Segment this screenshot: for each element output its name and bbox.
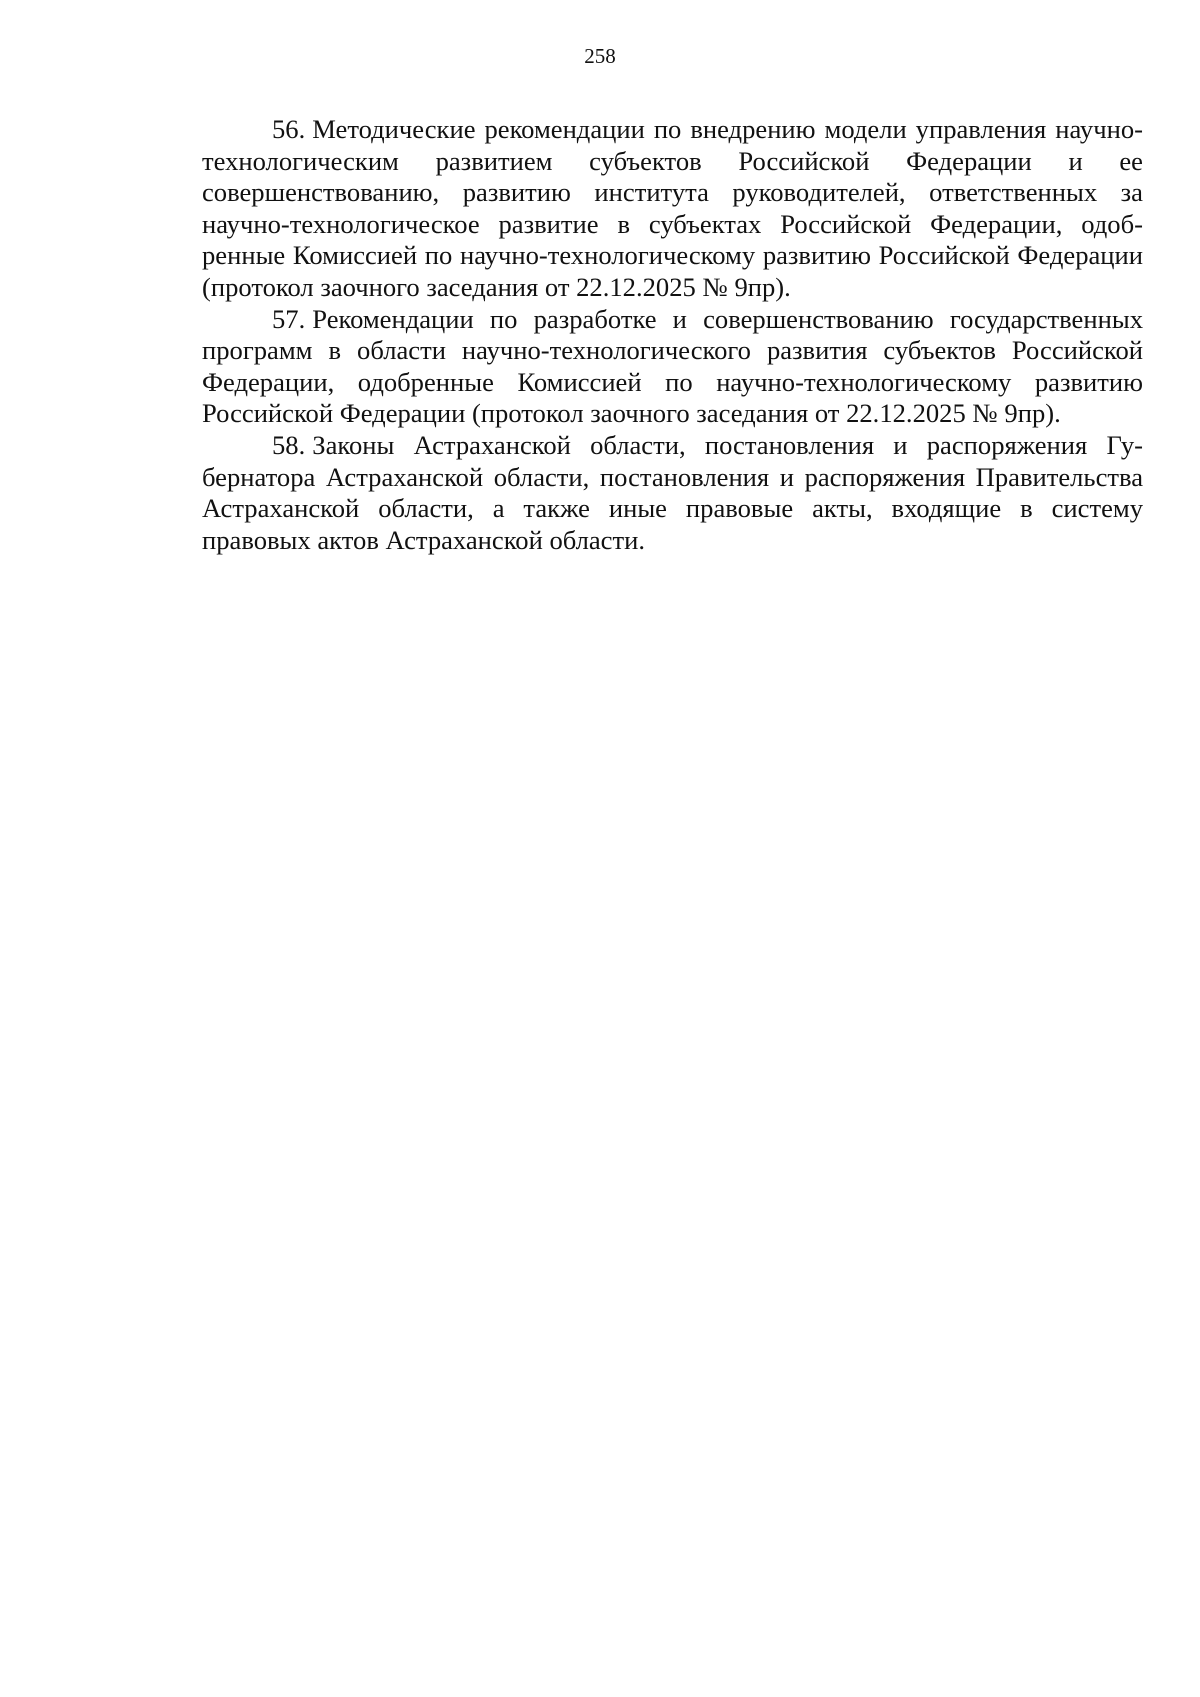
document-body: [202, 114, 1143, 556]
item-text: Рекомендации по разработке и совершенствованию государственных программ в области научно-технологического развития субъектов Российской Федерации, одобренные Комиссией по научно-технологическому развитию Российской Федерации (протокол заочного заседания от 22.12.2025 № 9пр).: [202, 303, 1143, 429]
item-text: Методические рекомендации по внедрению модели управления научно-технологическим развитием субъектов Российской Федерации и ее совершенствованию, развитию института руководителей, ответственных за научно-технологическое развитие в субъектах Российской Федерации, одобренные Комиссией по научно-технологическому развитию Российской Федерации (протокол заочного заседания от 22.12.2025 № 9пр).: [202, 114, 1143, 302]
item-number: 58.: [272, 429, 306, 460]
list-item: [202, 430, 1143, 556]
item-number: 56.: [272, 114, 306, 144]
list-item: [202, 304, 1143, 430]
item-text: Законы Астраханской области, постановления и распоряжения Губернатора Астраханской области, постановления и распоряжения Правительства Астраханской области, а также иные правовые акты, входящие в систему правовых актов Астраханской области.: [202, 429, 1143, 555]
page-number: 258: [584, 44, 616, 68]
list-item: [202, 114, 1143, 304]
item-number: 57.: [272, 303, 306, 334]
